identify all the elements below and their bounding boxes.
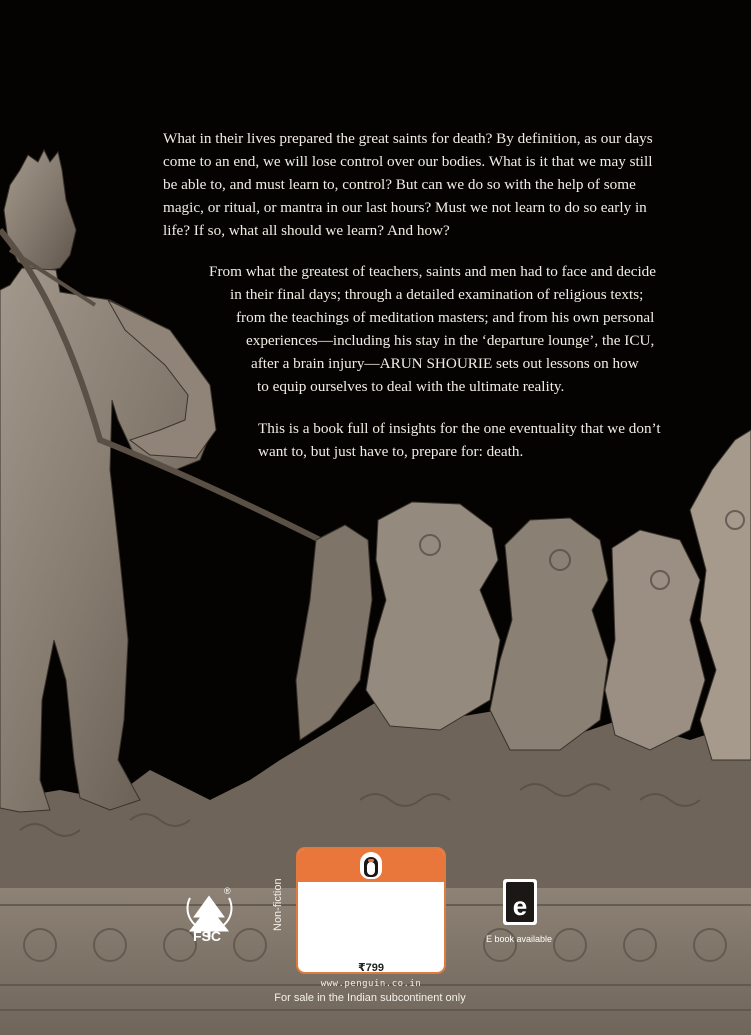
blurb-line: in their final days; through a detailed examination of religious texts; — [230, 286, 644, 303]
blurb-line: to equip ourselves to deal with the ultimate reality. — [257, 378, 565, 395]
blurb-line: experiences—including his stay in the ‘departure lounge’, the ICU, — [246, 332, 655, 349]
blurb-line: What in their lives prepared the great saints for death? By definition, as our days — [163, 130, 653, 147]
blurb-line: This is a book full of insights for the one eventuality that we don’t — [258, 420, 661, 437]
publisher-url[interactable]: www.penguin.co.in — [320, 979, 422, 989]
blurb-line: be able to, and must learn to, control? But can we do so with the help of some — [163, 176, 636, 193]
blurb-paragraph-1 — [163, 127, 653, 242]
archer-figure — [0, 150, 320, 812]
sale-note: For sale in the Indian subcontinent only — [274, 992, 466, 1004]
blurb-paragraph-2 — [0, 260, 656, 398]
blurb-line: want to, but just have to, prepare for: death. — [258, 443, 524, 460]
genre-label: Non-fiction — [272, 878, 284, 931]
penguin-logo-icon — [360, 852, 382, 879]
publisher-band — [298, 849, 444, 882]
blurb-line: life? If so, what all should we learn? And how? — [163, 222, 450, 239]
blurb-line: come to an end, we will lose control over our bodies. What is it that we may still — [163, 153, 653, 170]
price-card — [296, 847, 446, 974]
blurb-line: from the teachings of meditation masters; and from his own personal — [236, 309, 655, 326]
blurb-line: after a brain injury—ARUN SHOURIE sets out lessons on how — [251, 355, 639, 372]
ebook-label: E book available — [486, 934, 553, 944]
price: ₹799 — [357, 962, 384, 974]
ebook-letter: e — [512, 891, 528, 921]
fsc-label: FSC — [193, 928, 221, 944]
fsc-registered-mark: ® — [224, 886, 231, 896]
blurb-paragraph-3 — [258, 417, 661, 463]
blurb-line: From what the greatest of teachers, saints and men had to face and decide — [209, 263, 657, 280]
ebook-icon — [503, 879, 537, 925]
blurb-line: magic, or ritual, or mantra in our last hours? Must we not learn to do so early in — [163, 199, 647, 216]
